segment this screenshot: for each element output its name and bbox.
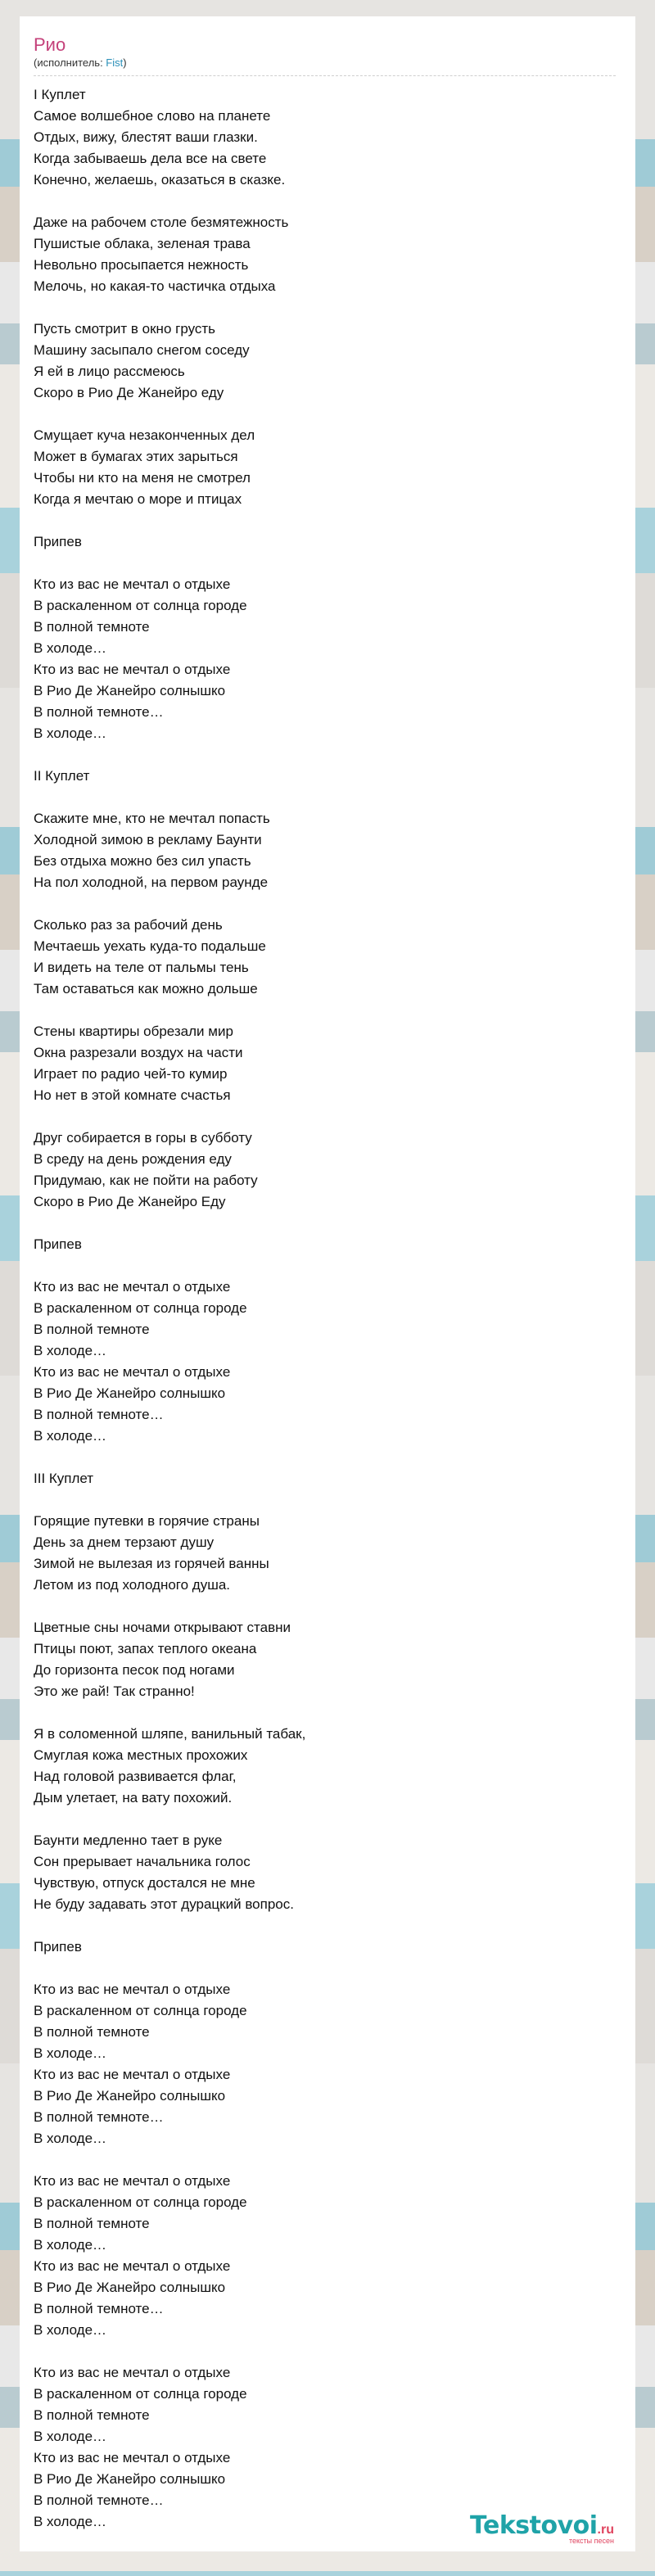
lyrics-stanza — [34, 766, 616, 787]
lyrics-line: Чувствую, отпуск достался не мне — [34, 1875, 255, 1891]
lyrics-line: Кто из вас не мечтал о отдыхе — [34, 2173, 231, 2189]
lyrics-line: В холоде… — [34, 2429, 107, 2444]
lyrics-line: Кто из вас не мечтал о отдыхе — [34, 576, 231, 592]
logo-brand: Tekstovoi — [470, 2511, 598, 2540]
lyrics-stanza — [34, 574, 616, 744]
lyrics-line: Не буду задавать этот дурацкий вопрос. — [34, 1896, 294, 1912]
lyrics-line: Скоро в Рио Де Жанейро еду — [34, 385, 224, 400]
lyrics-line: В холоде… — [34, 2237, 107, 2253]
lyrics-stanza — [34, 1468, 616, 1489]
lyrics-stanza — [34, 1937, 616, 1958]
lyrics-text — [34, 84, 616, 2533]
lyrics-line: Когда забываешь дела все на свете — [34, 151, 267, 166]
lyrics-stanza — [34, 1724, 616, 1809]
lyrics-stanza — [34, 1617, 616, 1702]
lyrics-line: В холоде… — [34, 2322, 107, 2338]
lyrics-line: Самое волшебное слово на планете — [34, 108, 271, 124]
lyrics-line: Может в бумагах этих зарыться — [34, 449, 238, 464]
lyrics-line: В холоде… — [34, 640, 107, 656]
lyrics-line: Кто из вас не мечтал о отдыхе — [34, 2450, 231, 2465]
lyrics-line: Птицы поют, запах теплого океана — [34, 1641, 257, 1656]
lyrics-line: Горящие путевки в горячие страны — [34, 1513, 260, 1529]
logo-tagline: тексты песен — [568, 2537, 614, 2545]
lyrics-line: Кто из вас не мечтал о отдыхе — [34, 2067, 231, 2082]
lyrics-line: Это же рай! Так странно! — [34, 1683, 195, 1699]
lyrics-line: Сколько раз за рабочий день — [34, 917, 223, 933]
lyrics-line: Баунти медленно тает в руке — [34, 1833, 223, 1848]
lyrics-line: На пол холодной, на первом раунде — [34, 874, 269, 890]
lyrics-line: Скажите мне, кто не мечтал попасть — [34, 811, 270, 826]
lyrics-line: Без отдыха можно без сил упасть — [34, 853, 251, 869]
lyrics-line: Чтобы ни кто на меня не смотрел — [34, 470, 251, 486]
lyrics-line: I Куплет — [34, 87, 86, 102]
lyrics-line: В раскаленном от солнца городе — [34, 2003, 247, 2018]
lyrics-line: Кто из вас не мечтал о отдыхе — [34, 662, 231, 677]
lyrics-line: Невольно просыпается нежность — [34, 257, 249, 273]
lyrics-stanza — [34, 425, 616, 510]
lyrics-line: Припев — [34, 1939, 82, 1955]
lyrics-line: Кто из вас не мечтал о отдыхе — [34, 1982, 231, 1997]
lyrics-line: В полной темноте… — [34, 2301, 164, 2316]
lyrics-line: Мелочь, но какая-то частичка отдыха — [34, 278, 276, 294]
lyrics-line: В Рио Де Жанейро солнышко — [34, 2280, 226, 2295]
lyrics-stanza — [34, 1979, 616, 2149]
lyrics-line: Мечтаешь уехать куда-то подальше — [34, 938, 266, 954]
lyrics-line: В раскаленном от солнца городе — [34, 2386, 247, 2402]
lyrics-line: Когда я мечтаю о море и птицах — [34, 491, 242, 507]
lyrics-line: Я ей в лицо рассмеюсь — [34, 364, 185, 379]
lyrics-line: Там оставаться как можно дольше — [34, 981, 258, 997]
lyrics-line: В раскаленном от солнца городе — [34, 2194, 247, 2210]
lyrics-line: В среду на день рождения еду — [34, 1151, 232, 1167]
lyrics-line: II Куплет — [34, 768, 90, 784]
lyrics-line: В полной темноте… — [34, 2109, 164, 2125]
lyrics-stanza — [34, 319, 616, 404]
lyrics-line: В полной темноте… — [34, 1407, 164, 1422]
lyrics-line: В холоде… — [34, 2514, 107, 2529]
lyrics-line: И видеть на теле от пальмы тень — [34, 960, 249, 975]
lyrics-line: Зимой не вылезая из горячей ванны — [34, 1556, 269, 1571]
lyrics-line: Пусть смотрит в окно грусть — [34, 321, 216, 337]
lyrics-line: В полной темноте — [34, 2216, 150, 2231]
lyrics-line: В Рио Де Жанейро солнышко — [34, 1385, 226, 1401]
lyrics-line: Холодной зимою в рекламу Баунти — [34, 832, 262, 847]
lyrics-line: В Рио Де Жанейро солнышко — [34, 2088, 226, 2104]
lyrics-line: День за днем терзают душу — [34, 1534, 215, 1550]
lyrics-stanza — [34, 1234, 616, 1255]
lyrics-line: Сон прерывает начальника голос — [34, 1854, 251, 1869]
lyrics-line: Стены квартиры обрезали мир — [34, 1024, 233, 1039]
lyrics-line: Кто из вас не мечтал о отдыхе — [34, 1364, 231, 1380]
lyrics-line: В Рио Де Жанейро солнышко — [34, 683, 226, 698]
lyrics-stanza — [34, 2362, 616, 2533]
lyrics-line: Кто из вас не мечтал о отдыхе — [34, 2258, 231, 2274]
lyrics-line: Играет по радио чей-то кумир — [34, 1066, 228, 1082]
lyrics-line: В полной темноте… — [34, 704, 164, 720]
lyrics-line: Смуглая кожа местных прохожих — [34, 1747, 248, 1763]
logo-tld: .ru — [597, 2523, 614, 2537]
site-logo[interactable] — [470, 2511, 614, 2545]
lyrics-stanza — [34, 1128, 616, 1213]
lyrics-stanza — [34, 531, 616, 553]
lyrics-line: В холоде… — [34, 1428, 107, 1444]
lyrics-line: Припев — [34, 534, 82, 549]
lyrics-line: Летом из под холодного душа. — [34, 1577, 231, 1593]
lyrics-stanza — [34, 84, 616, 191]
lyrics-stanza — [34, 2171, 616, 2341]
lyrics-line: В холоде… — [34, 2045, 107, 2061]
lyrics-stanza — [34, 915, 616, 1000]
artist-link[interactable]: Fist — [106, 56, 124, 69]
lyrics-line: В раскаленном от солнца городе — [34, 1300, 247, 1316]
lyrics-line: В полной темноте… — [34, 2492, 164, 2508]
lyrics-line: В холоде… — [34, 2131, 107, 2146]
lyrics-stanza — [34, 808, 616, 893]
lyrics-line: В полной темноте — [34, 1322, 150, 1337]
lyrics-line: В Рио Де Жанейро солнышко — [34, 2471, 226, 2487]
lyrics-line: Я в соломенной шляпе, ванильный табак, — [34, 1726, 306, 1742]
artist-prefix: (исполнитель: — [34, 56, 106, 69]
lyrics-line: В холоде… — [34, 1343, 107, 1358]
lyrics-stanza — [34, 212, 616, 297]
lyrics-line: Отдых, вижу, блестят ваши глазки. — [34, 129, 258, 145]
lyrics-line: Смущает куча незаконченных дел — [34, 427, 255, 443]
lyrics-line: Скоро в Рио Де Жанейро Еду — [34, 1194, 226, 1209]
lyrics-line: В раскаленном от солнца городе — [34, 598, 247, 613]
artist-suffix: ) — [123, 56, 127, 69]
lyrics-line: В полной темноте — [34, 2407, 150, 2423]
lyrics-line: Цветные сны ночами открывают ставни — [34, 1620, 291, 1635]
lyrics-stanza — [34, 1511, 616, 1596]
artist-line — [34, 56, 616, 76]
lyrics-line: В полной темноте — [34, 619, 150, 635]
lyrics-line: До горизонта песок под ногами — [34, 1662, 235, 1678]
song-title: Рио — [34, 34, 66, 55]
lyrics-stanza — [34, 1830, 616, 1915]
lyrics-card — [20, 16, 635, 2551]
lyrics-line: Над головой развивается флаг, — [34, 1769, 237, 1784]
lyrics-line: Кто из вас не мечтал о отдыхе — [34, 1279, 231, 1295]
lyrics-line: Друг собирается в горы в субботу — [34, 1130, 252, 1146]
lyrics-line: В полной темноте — [34, 2024, 150, 2040]
lyrics-line: Пушистые облака, зеленая трава — [34, 236, 251, 251]
lyrics-line: Машину засыпало снегом соседу — [34, 342, 250, 358]
lyrics-line: Припев — [34, 1236, 82, 1252]
lyrics-line: Придумаю, как не пойти на работу — [34, 1173, 258, 1188]
lyrics-line: Дым улетает, на вату похожий. — [34, 1790, 233, 1805]
lyrics-line: III Куплет — [34, 1471, 94, 1486]
lyrics-line: В холоде… — [34, 725, 107, 741]
lyrics-line: Даже на рабочем столе безмятежность — [34, 215, 289, 230]
lyrics-line: Но нет в этой комнате счастья — [34, 1087, 231, 1103]
lyrics-line: Кто из вас не мечтал о отдыхе — [34, 2365, 231, 2380]
lyrics-stanza — [34, 1021, 616, 1106]
lyrics-line: Окна разрезали воздух на части — [34, 1045, 243, 1060]
lyrics-stanza — [34, 1277, 616, 1447]
lyrics-line: Конечно, желаешь, оказаться в сказке. — [34, 172, 286, 188]
